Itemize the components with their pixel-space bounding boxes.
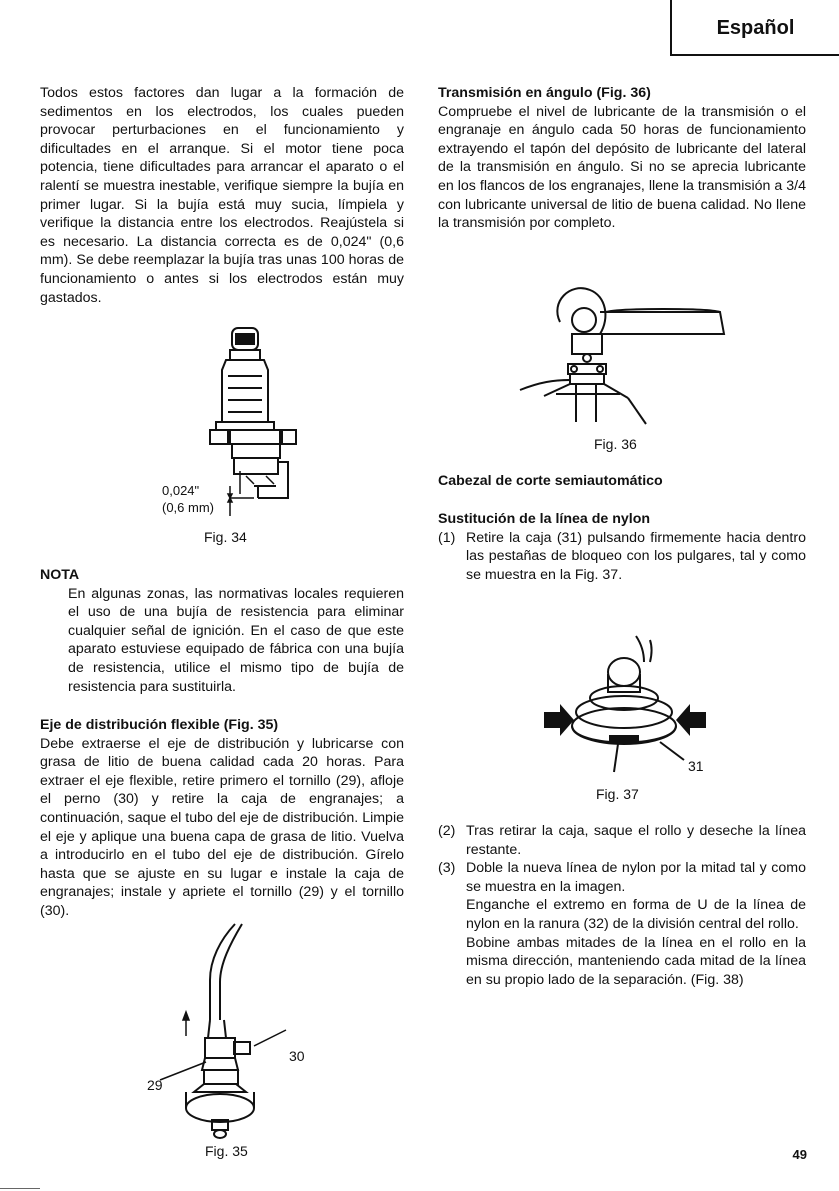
spark-plug-section [40, 84, 404, 307]
fig34-gap-inch: 0,024" [162, 483, 200, 498]
flexible-shaft-text: Debe extraerse el eje de distribución y lubricarse con grasa de litio de buena calidad cada 20 horas. Para extraer el eje flexible, retire primero el tornillo (29), afloje el perno (30) y retire la caja de engranajes; a continuación, saque el tubo del eje de distribución. Limpie el eje y aplique una buena capa de grasa de litio. Vuelva a introducirlo en el tubo del eje de distribución. Gírelo hasta que se ajuste en su lugar e instale la caja de engranajes; instale y apriete el tornillo (29) y el tornillo (30). [40, 735, 404, 919]
fig36-caption: Fig. 36 [594, 436, 637, 452]
nota-section [40, 566, 404, 696]
fig34-caption: Fig. 34 [204, 529, 247, 545]
step-3-number: (3) [438, 860, 456, 877]
step-2-number: (2) [438, 823, 456, 839]
angle-transmission-heading: Transmisión en ángulo (Fig. 36) [438, 85, 651, 101]
nota-title: NOTA [40, 567, 80, 583]
nylon-line-section [438, 510, 806, 584]
step-3-text: Doble la nueva línea de nylon por la mitad tal y como se muestra en la imagen. [466, 860, 806, 895]
angle-transmission-icon [510, 282, 740, 432]
fig35-label-29: 29 [147, 1077, 163, 1093]
cutting-head-heading: Cabezal de corte semiautomático [438, 473, 663, 489]
step-1 [438, 529, 806, 585]
cutting-head-icon [540, 632, 710, 782]
fig36-angle-transmission-illustration [510, 282, 740, 432]
step-3-paragraph-2: Enganche el extremo en forma de U de la línea de nylon en la ranura (32) de la división central del rollo. [466, 897, 806, 932]
step-1-number: (1) [438, 529, 456, 546]
spark-plug-paragraph: Todos estos factores dan lugar a la formación de sedimentos en los electrodos, los cuales pueden provocar perturbaciones en el funcionamiento y dificultades en el arranque. Si el motor tiene poca potencia, tiene dificultades para arrancar el aparato o el ralentí se muestra inestable, verifique siempre la bujía en primer lugar. Si la bujía está muy sucia, límpiela y verifique la distancia entre los electrodos. Reajústela si es necesario. La distancia correcta es de 0,024" (0,6 mm). Se debe reemplazar la bujía tras unas 100 horas de funcionamiento o antes si los electrodos están muy gastados. [40, 85, 404, 306]
bottom-rule [0, 1188, 40, 1189]
step-1-text: Retire la caja (31) pulsando firmemente hacia dentro las pestañas de bloqueo con los pulgares, tal y como se muestra en la Fig. 37. [466, 529, 806, 583]
nota-text: En algunas zonas, las normativas locales requieren el uso de una bujía de resistencia para eliminar cualquier señal de ignición. En el caso de que este aparato estuviese equipado de fábrica con una bujía de resistencia, utilice el mismo tipo de bujía de resistencia para sustituirla. [68, 585, 404, 695]
step-3-paragraph-3: Bobine ambas mitades de la línea en el rollo en la misma dirección, manteniendo cada mitad de la línea en su propio lado de la separación. (Fig. 38) [466, 934, 806, 988]
fig37-caption: Fig. 37 [596, 786, 639, 802]
fig34-gap-mm: (0,6 mm) [162, 500, 214, 515]
step-2 [438, 822, 806, 859]
fig35-label-30: 30 [289, 1048, 305, 1064]
flexible-shaft-heading: Eje de distribución flexible (Fig. 35) [40, 717, 279, 733]
step-2-text: Tras retirar la caja, saque el rollo y deseche la línea restante. [466, 823, 806, 858]
steps-2-3 [438, 822, 806, 989]
angle-transmission-text: Compruebe el nivel de lubricante de la transmisión o el engranaje en ángulo cada 50 horas de funcionamiento extrayendo el tapón del depósito de lubricante del lateral de la transmisión en ángulo. Si no se aprecia lubricante en los flancos de los engranajes, llene la transmisión a 3/4 con lubricante universal de litio de buena calidad. No llene la transmisión por completo. [438, 103, 806, 232]
gearbox-shaft-icon [150, 920, 330, 1142]
language-tab [670, 0, 839, 56]
fig37-cutting-head-illustration [540, 632, 710, 782]
flexible-shaft-section [40, 716, 404, 921]
cutting-head-heading-block [438, 472, 806, 491]
step-3 [438, 859, 806, 896]
fig35-gearbox-illustration [150, 920, 330, 1142]
language-label: Español [716, 17, 795, 39]
fig37-label-31: 31 [688, 758, 704, 774]
angle-transmission-section [438, 84, 806, 233]
page-number: 49 [792, 1147, 807, 1162]
fig35-caption: Fig. 35 [205, 1143, 248, 1159]
nylon-line-heading: Sustitución de la línea de nylon [438, 511, 651, 527]
